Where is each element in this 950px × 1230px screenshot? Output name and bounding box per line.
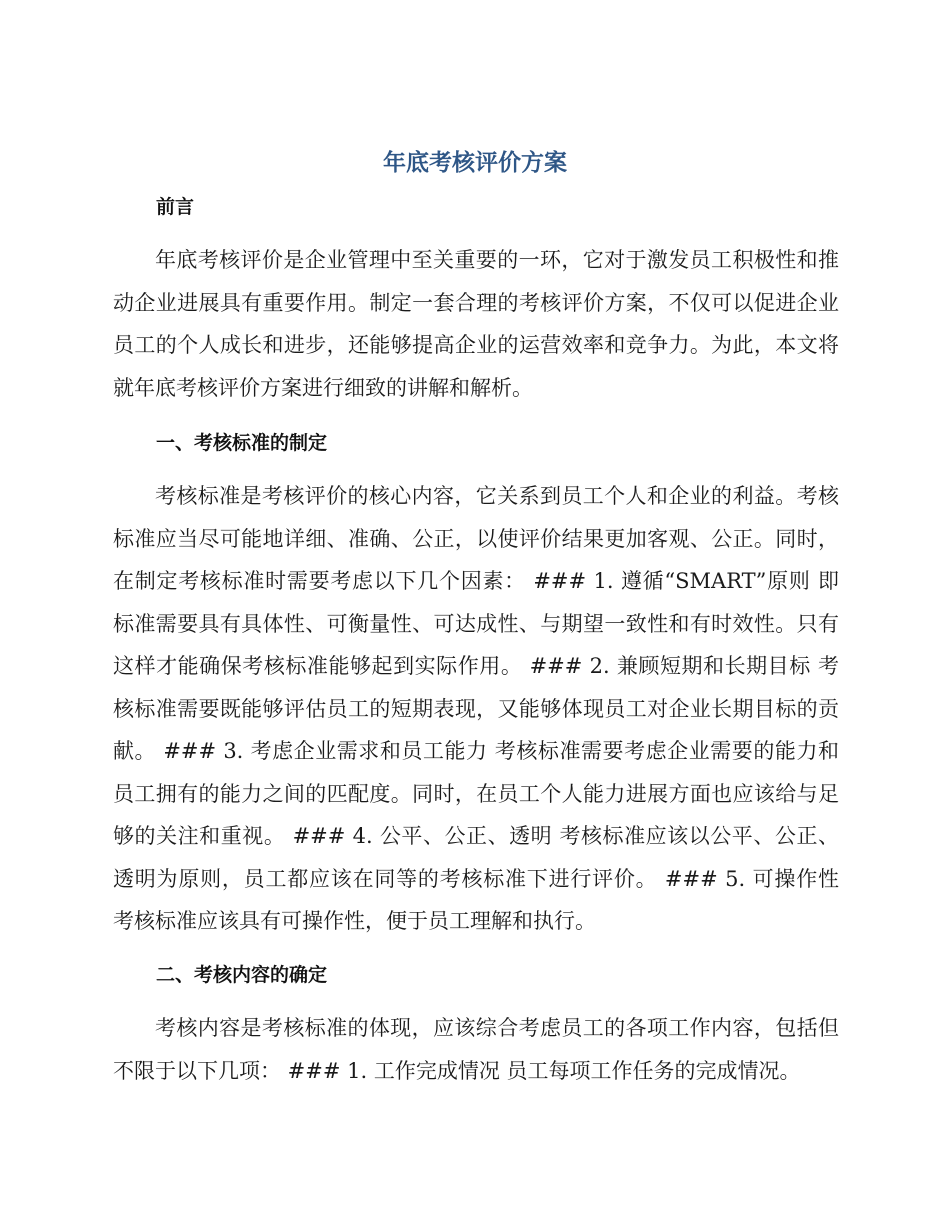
section2-paragraph: 考核内容是考核标准的体现，应该综合考虑员工的各项工作内容，包括但不限于以下几项： ### 1. 工作完成情况 员工每项工作任务的完成情况。 [113,1016,839,1083]
document-title: 年底考核评价方案 [383,150,567,176]
preface-paragraph: 年底考核评价是企业管理中至关重要的一环，它对于激发员工积极性和推动企业进展具有重要作用。制定一套合理的考核评价方案，不仅可以促进企业员工的个人成长和进步，还能够提高企业的运营效率和竞争力。为此，本文将就年底考核评价方案进行细致的讲解和解析。 [113,248,839,400]
section2-heading: 二、考核内容的确定 [156,964,328,986]
section1-paragraph: 考核标准是考核评价的核心内容，它关系到员工个人和企业的利益。考核标准应当尽可能地详细、准确、公正，以使评价结果更加客观、公正。同时，在制定考核标准时需要考虑以下几个因素： ### 1. 遵循“SMART”原则 即标准需要具有具体性、可衡量性、可达成性、与期望一致性和有时效性。只有这样才能确保考核标准能够起到实际作用。 ### 2. 兼顾短期和长期目标 考核标准需要既能够评估员工的短期表现，又能够体现员工对企业长期目标的贡献。 ### 3. 考虑企业需求和员工能力 考核标准需要考虑企业需要的能力和员工拥有的能力之间的匹配度。同时，在员工个人能力进展方面也应该给与足够的关注和重视。 ### 4. 公平、公正、透明 考核标准应该以公平、公正、透明为原则，员工都应该在同等的考核标准下进行评价。 ### 5. 可操作性 考核标准应该具有可操作性，便于员工理解和执行。 [113,484,839,933]
section1-heading: 一、考核标准的制定 [156,432,328,454]
preface-heading: 前言 [156,196,195,218]
